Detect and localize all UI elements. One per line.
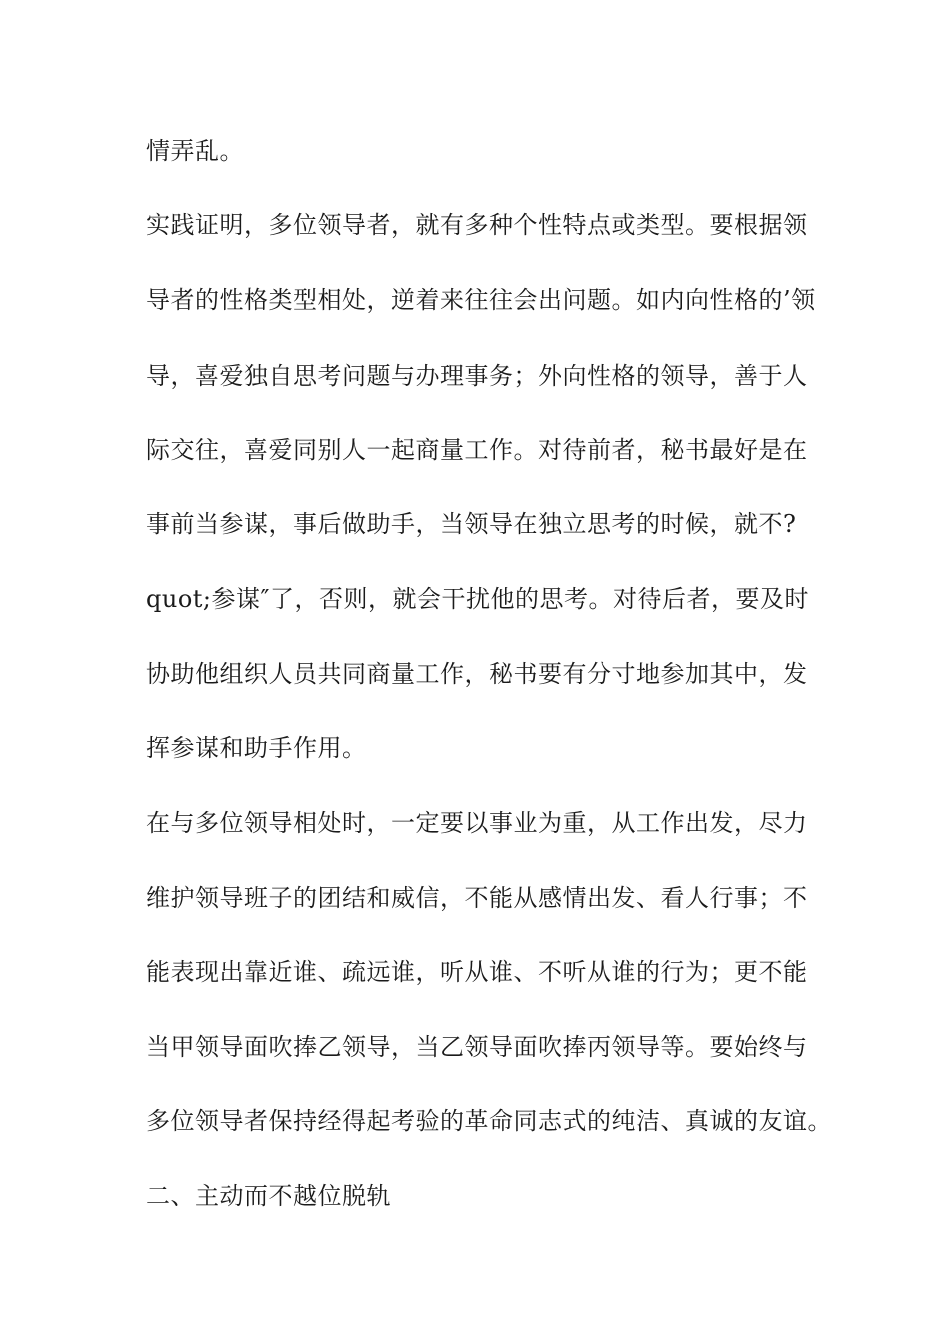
paragraph-line: quot;参谋″了，否则，就会干扰他的思考。对待后者，要及时 — [146, 585, 809, 613]
paragraph-line: 挥参谋和助手作用。 — [146, 734, 367, 762]
section-heading: 二、主动而不越位脱轨 — [146, 1182, 391, 1210]
paragraph-line: 当甲领导面吹捧乙领导，当乙领导面吹捧丙领导等。要始终与 — [146, 1033, 808, 1061]
paragraph-line: 事前当参谋，事后做助手，当领导在独立思考的时候，就不? — [146, 510, 797, 538]
paragraph-line: 协助他组织人员共同商量工作，秘书要有分寸地参加其中，发 — [146, 660, 808, 688]
paragraph-line: 际交往，喜爱同别人一起商量工作。对待前者，秘书最好是在 — [146, 436, 808, 464]
paragraph-line: 多位领导者保持经得起考验的革命同志式的纯洁、真诚的友谊。 — [146, 1107, 832, 1135]
text-line: 情弄乱。 — [146, 137, 244, 165]
paragraph-line: 导者的性格类型相处，逆着来往往会出问题。如内向性格的’领 — [146, 286, 816, 314]
paragraph-line: 实践证明，多位领导者，就有多种个性特点或类型。要根据领 — [146, 211, 808, 239]
paragraph-line: 维护领导班子的团结和威信，不能从感情出发、看人行事；不 — [146, 884, 808, 912]
paragraph-line: 在与多位领导相处时，一定要以事业为重，从工作出发，尽力 — [146, 809, 808, 837]
paragraph-line: 能表现出靠近谁、疏远谁，听从谁、不听从谁的行为；更不能 — [146, 958, 808, 986]
paragraph-line: 导，喜爱独自思考问题与办理事务；外向性格的领导，善于人 — [146, 362, 808, 390]
